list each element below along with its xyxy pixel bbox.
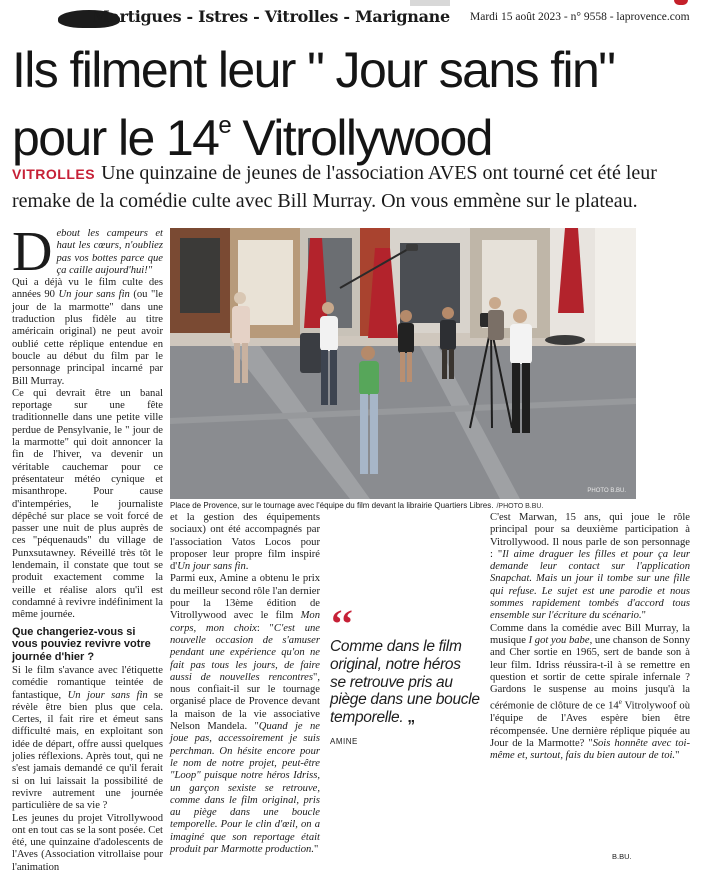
film-set-photo-image: [170, 228, 636, 499]
intro-text: ebout les campeurs et haut les cœurs, n'oubliez pas vos bottes parce que ça caille aujourd'hui!": [56, 228, 163, 276]
paragraph: et la gestion des équipements sociaux) ont été accompagnés par l'association Vatos Locos pour proposer leur propre film inspiré d'Un jour sans fin.: [170, 512, 320, 573]
paragraph: Qui a déjà vu le film culte des années 90 Un jour sans fin (ou "le jour de la marmotte" dans une traduction plus fidèle au titre américain original) ne peut avoir oublié cette réplique entendue en boucle au début du film par le personnage principal incarné par Bill Murray.: [12, 277, 164, 387]
photo-caption: [170, 501, 636, 512]
headline-part2: Vitrollywood: [230, 110, 492, 166]
headline-sup: e: [218, 112, 231, 139]
article-column-2: [170, 512, 320, 856]
quote-text: Comme dans le film original, notre héros se retrouve pris au piège dans une boucle temporelle. „: [330, 638, 480, 727]
article-column-1: [12, 221, 164, 874]
lede-text: Une quinzaine de jeunes de l'association AVES ont tourné cet été leur remake de la comédie culte avec Bill Murray. On vous emmène sur le plateau.: [12, 162, 657, 212]
section-cities: Martigues - Istres - Vitrolles - Marignane: [92, 7, 450, 26]
intro-paragraph: [12, 221, 163, 283]
article-headline: [12, 42, 702, 166]
author-signature: B.BU.: [612, 852, 632, 861]
location-kicker: VITROLLES: [12, 166, 96, 182]
headline-part1: Ils filment leur " Jour sans fin" pour le 14: [12, 42, 615, 166]
paragraph: Si le film s'avance avec l'étiquette comédie romantique teintée de fantastique, Un jour sans fin se révèle être bien plus que cela. Certes, il fait rire et émeut sans difficulté mais, en exploitant son idée de départ, offre aussi quelques jolies réflexions. Après tout, qui ne s'est jamais demandé ce qu'il ferait si on lui laissait la possibilité de revivre autrement une journée particulière de sa vie ?: [12, 665, 163, 812]
paragraph: Les jeunes du projet Vitrollywood ont en tout cas se la sont posée. Cet été, une quinzaine d'adolescents de l'Aves (Association vitrollaise pour l'animation: [12, 812, 163, 873]
quote-author: AMINE: [330, 736, 358, 746]
paragraph: Ce qui devrait être un banal reportage sur une fête traditionnelle dans une petite ville perdue de Pensylvanie, le " jour de la marmotte" qui doit annoncer la fin de l'hiver, va devenir un véritable cauchemar pour ce présentateur météo cynique et misanthrope. Pour cause d'intempéries, le journaliste dépêché sur place se voit forcé de passer une nuit de plus auprès de ces "péquenauds" du village de Punxsutawney. Réveillé très tôt le lendemain, il constate que tout se produit exactement comme la veille et réalise alors qu'il est condamné à revivre indéfiniment la même journée.: [12, 387, 163, 621]
masthead-strip: [0, 0, 704, 30]
pull-quote: [330, 601, 480, 746]
subheading: Que changeriez-vous si vous pouviez revivre votre journée d'hier ?: [12, 625, 151, 663]
caption-text: Place de Provence, sur le tournage avec l'équipe du film devant la librairie Quartiers Libres.: [170, 501, 494, 510]
paragraph: Comme dans la comédie avec Bill Murray, la musique I got you babe, une chanson de Sonny and Cher sortie en 1965, sert de bande son à leur film. Idriss réussira-t-il à se remettre en question et sortir de cette spirale infernale ? Gardons le suspense au moins jusqu'à la cérémonie de clôture de ce 14e Vitrolywoof où l'équipe de l'Aves espère bien être récompensée. Une dernière réplique piquée au Jour de la Marmotte? "Sois honnête avec toi-même et, surtout, fais du bien autour de toi.": [490, 622, 691, 762]
masthead-decor: [410, 0, 450, 6]
drop-cap: D: [12, 221, 53, 283]
photo-credit: /PHOTO B.BU.: [496, 503, 544, 510]
article-lede: [12, 160, 692, 215]
article-photo: [170, 228, 636, 499]
paragraph: Parmi eux, Amine a obtenu le prix du meilleur second rôle l'an dernier pour la 13ème édition de Vitrollywood avec le film Mon corps, mon choix: "C'est une nouvelle occasion de s'amuser pendant une expérience qu'on ne fait pas tous les jours, de faire aussi de nouvelles rencontres", nous confiait-il sur le tournage organisé place de Provence devant la maison de la vie associative Nelson Mandela. "Quand je ne joue pas, accessoirement je suis perchman. On hésite encore pour le nom de notre projet, peut-être "Loop" puisque notre héros Idriss, un garçon sexiste se retrouve, comme dans le film original, pris au piège dans une boucle temporelle. Pour le clin d'œil, on a imaginé que son reportage était produit par Marmotte production.": [170, 573, 321, 856]
issue-date-line: Mardi 15 août 2023 - n° 9558 - laprovence.com: [470, 11, 690, 23]
article-column-3: [490, 512, 690, 762]
quote-open-mark: ‘‘: [330, 601, 354, 646]
paragraph: C'est Marwan, 15 ans, qui joue le rôle principal pour sa deuxième participation à Vitrollywood. Il nous parle de son personnage : "Il aime draguer les filles et pour ça leur demande leur contact sur l'application Snapchat. Mais un jour il tombe sur une fille qui refuse. Le sujet est une parodie et nous sommes rapidement tombés d'accord tous ensemble sur l'écriture du scénario.": [490, 512, 690, 622]
photo-credit-overlay: PHOTO B.BU.: [587, 488, 626, 494]
masthead-red-mark: [674, 0, 688, 5]
